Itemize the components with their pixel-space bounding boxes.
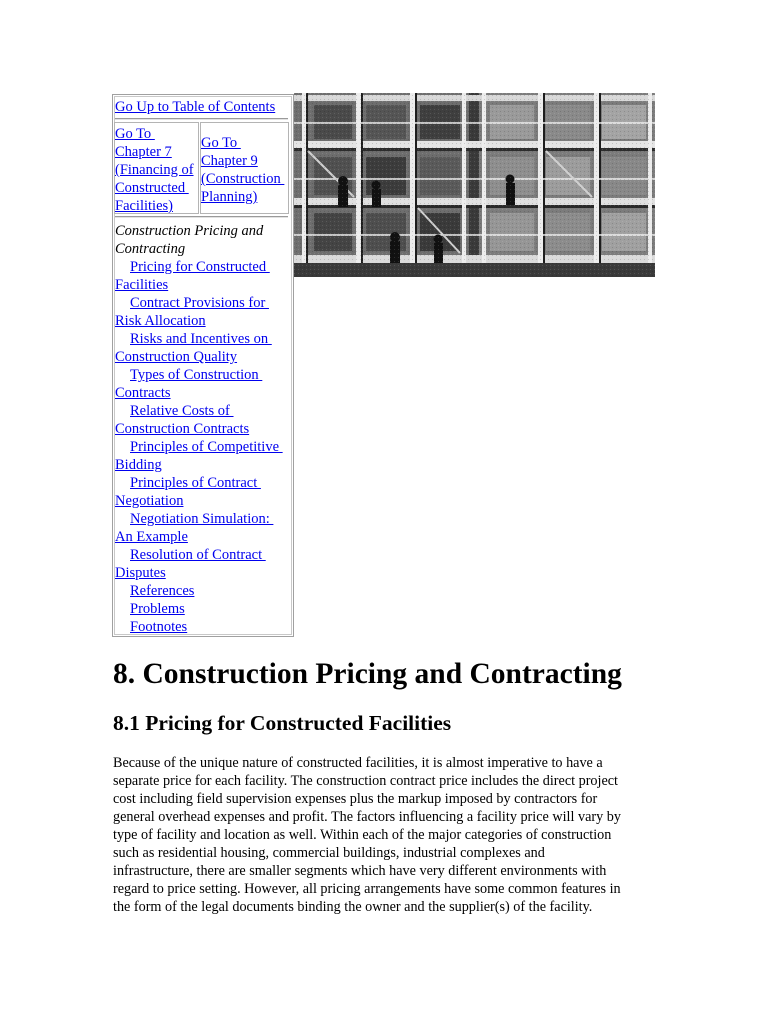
chapter-menu-link[interactable] [130,601,185,617]
chapter-menu-link-text: Contracts [115,385,171,401]
chapter-menu-entry [115,258,293,294]
paragraph-line: regard to price setting. However, all pricing arrangements have some common features in [113,881,621,897]
paragraph-line: type of facility and location as well. Within each of the major categories of construction [113,827,612,843]
nav-divider [115,216,288,218]
paragraph-line: such as residential housing, commercial buildings, industrial complexes and [113,845,545,861]
paragraph-line: infrastructure, there are smaller segments which have very different environments with [113,863,607,879]
chapter-menu-link[interactable] [115,547,266,581]
chapter-menu-link[interactable] [115,439,283,473]
chapter-menu-link[interactable] [115,259,270,293]
paragraph-line: cost including field supervision expenses plus the markup imposed by contractors for [113,791,598,807]
next-chapter-line: (Construction [201,171,285,187]
chapter-menu-link-text: Types of Construction [130,367,263,383]
paragraph-line: general overhead expenses and profit. The factors influencing a facility price will vary by [113,809,621,825]
body-paragraph [113,754,653,916]
paragraph-line: Because of the unique nature of constructed facilities, it is almost imperative to have a [113,755,603,771]
chapter-menu-entry [115,618,293,636]
chapter-menu-link-text: Relative Costs of [130,403,234,419]
chapter-menu-items [115,258,293,636]
chapter-menu-link-text: An Example [115,529,188,545]
chapter-menu-link[interactable] [115,511,273,545]
chapter-menu-link-text: Contract Provisions for [130,295,269,311]
chapter-menu-link-text: Resolution of Contract [130,547,266,563]
prev-chapter-line: Chapter 7 [115,144,172,160]
prev-chapter-line: Facilities) [115,198,173,214]
next-chapter-link[interactable] [201,134,289,206]
chapter-menu-link[interactable] [115,295,269,329]
construction-photo [294,93,655,277]
chapter-menu-link-text: Construction Contracts [115,421,250,437]
paragraph-line: separate price for each facility. The construction contract price includes the direct project [113,773,618,789]
chapter-menu-link-text: Principles of Contract [130,475,261,491]
chapter-menu-link-text: Pricing for Constructed [130,259,270,275]
construction-photo-image [294,93,655,277]
chapter-menu-link[interactable] [130,619,187,635]
chapter-menu-heading-line: Contracting [115,241,186,257]
chapter-menu-link-text: Problems [130,601,185,617]
toc-link[interactable]: Go Up to Table of Contents [115,99,276,115]
prev-chapter-line: Go To [115,126,155,142]
chapter-menu-heading-line: Construction Pricing and [115,223,264,239]
chapter-menu-entry [115,294,293,330]
chapter-menu-link-text: Footnotes [130,619,188,635]
prev-chapter-line: (Financing of [115,162,194,178]
chapter-menu-link-text: Disputes [115,565,166,581]
chapter-menu-entry [115,330,293,366]
chapter-menu-entry [115,402,293,438]
next-chapter-link-block [201,134,289,206]
paragraph-line: the form of the legal documents binding the owner and the supplier(s) of the facility. [113,899,593,915]
section-title: 8.1 Pricing for Constructed Facilities [113,711,452,735]
chapter-menu-link-text: Negotiation [115,493,184,509]
chapter-menu-link-text: Principles of Competitive [130,439,283,455]
chapter-menu-entry [115,438,293,474]
chapter-menu-link[interactable] [115,403,249,437]
next-chapter-line: Go To [201,135,241,151]
chapter-menu-link-text: References [130,583,195,599]
chapter-menu-link-text: Risk Allocation [115,313,206,329]
next-chapter-line: Chapter 9 [201,153,258,169]
nav-divider [115,118,288,120]
chapter-menu-heading [115,222,293,258]
chapter-menu [115,222,293,636]
next-chapter-line: Planning) [201,189,258,205]
chapter-menu-link-text: Bidding [115,457,162,473]
page-title: 8. Construction Pricing and Contracting [113,658,622,690]
chapter-menu-entry [115,510,293,546]
chapter-menu-entry [115,366,293,402]
chapter-menu-entry [115,582,293,600]
chapter-menu-entry [115,600,293,618]
chapter-menu-link-text: Facilities [115,277,169,293]
prev-chapter-line: Constructed [115,180,189,196]
chapter-menu-link[interactable] [130,583,194,599]
chapter-menu-link[interactable] [115,367,262,401]
prev-chapter-link-block [115,125,201,215]
chapter-menu-link-text: Construction Quality [115,349,238,365]
chapter-menu-link[interactable] [115,331,272,365]
chapter-menu-entry [115,474,293,510]
chapter-menu-link[interactable] [115,475,261,509]
chapter-menu-link-text: Risks and Incentives on [130,331,272,347]
prev-chapter-link[interactable] [115,125,201,215]
chapter-menu-link-text: Negotiation Simulation: [130,511,274,527]
chapter-menu-entry [115,546,293,582]
